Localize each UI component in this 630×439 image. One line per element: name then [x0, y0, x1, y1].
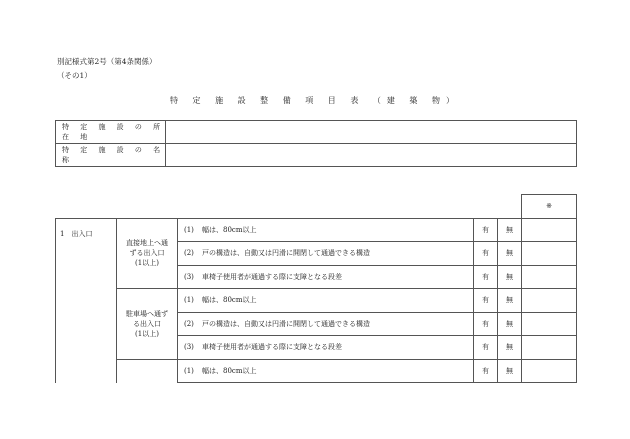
note-mark: ※	[522, 195, 577, 219]
item-text: 戸の構造は、自動又は円滑に開閉して通過できる構造	[202, 249, 370, 258]
no-option[interactable]: 無	[498, 312, 522, 336]
requirement-item	[178, 218, 474, 242]
yes-option[interactable]: 有	[474, 265, 498, 289]
entrance-type-line: (1以上)	[135, 259, 159, 268]
item-number: (1)	[184, 225, 194, 234]
note-cell[interactable]	[522, 265, 577, 289]
item-number: (2)	[184, 319, 194, 328]
no-option[interactable]: 無	[498, 359, 522, 383]
item-number: (2)	[184, 249, 194, 258]
location-label: 特 定 施 設 の 所 在 地	[56, 121, 166, 144]
checklist-row	[56, 218, 577, 242]
entrance-type-line: (1以上)	[135, 329, 159, 338]
header-spacer	[56, 195, 522, 219]
entrance-type-label	[117, 289, 178, 360]
location-row	[56, 121, 577, 144]
document-title: 特 定 施 設 整 備 項 目 表 （建 築 物）	[170, 96, 460, 105]
page-label: （その1）	[57, 71, 92, 80]
note-cell[interactable]	[522, 218, 577, 242]
item-text: 幅は、80cm以上	[202, 296, 257, 305]
note-cell[interactable]	[522, 312, 577, 336]
no-option[interactable]: 無	[498, 218, 522, 242]
requirement-item	[178, 265, 474, 289]
no-option[interactable]: 無	[498, 289, 522, 313]
entrance-type-line: 駐車場へ通ず	[126, 309, 168, 318]
name-row	[56, 144, 577, 167]
requirement-item	[178, 336, 474, 360]
yes-option[interactable]: 有	[474, 242, 498, 266]
checklist-row	[56, 359, 577, 383]
item-number: (3)	[184, 272, 194, 281]
item-text: 幅は、80cm以上	[202, 366, 257, 375]
note-cell[interactable]	[522, 359, 577, 383]
note-header-row	[56, 195, 577, 219]
facility-info-table	[55, 120, 577, 167]
checklist-row	[56, 289, 577, 313]
form-number: 別記様式第2号（第4条関係）	[57, 57, 157, 66]
yes-option[interactable]: 有	[474, 359, 498, 383]
requirement-item	[178, 289, 474, 313]
note-cell[interactable]	[522, 289, 577, 313]
item-text: 戸の構造は、自動又は円滑に開閉して通過できる構造	[202, 319, 370, 328]
yes-option[interactable]: 有	[474, 312, 498, 336]
requirement-item	[178, 312, 474, 336]
item-text: 幅は、80cm以上	[202, 225, 257, 234]
entrance-type-label	[117, 359, 178, 383]
requirement-item	[178, 242, 474, 266]
entrance-type-label	[117, 218, 178, 289]
requirement-item	[178, 359, 474, 383]
item-number: (1)	[184, 296, 194, 305]
location-field[interactable]	[166, 121, 577, 144]
note-cell[interactable]	[522, 336, 577, 360]
item-text: 車椅子使用者が通過する際に支障となる段差	[202, 272, 342, 281]
item-text: 車椅子使用者が通過する際に支障となる段差	[202, 343, 342, 352]
checklist-table	[55, 194, 577, 383]
entrance-type-line: る出入口	[133, 319, 161, 328]
entrance-type-line: 直接地上へ通	[126, 239, 168, 248]
no-option[interactable]: 無	[498, 265, 522, 289]
name-label: 特 定 施 設 の 名 称	[56, 144, 166, 167]
no-option[interactable]: 無	[498, 242, 522, 266]
yes-option[interactable]: 有	[474, 336, 498, 360]
name-field[interactable]	[166, 144, 577, 167]
no-option[interactable]: 無	[498, 336, 522, 360]
note-cell[interactable]	[522, 242, 577, 266]
yes-option[interactable]: 有	[474, 218, 498, 242]
entrance-type-line: ずる出入口	[129, 249, 165, 258]
item-number: (3)	[184, 343, 194, 352]
item-number: (1)	[184, 366, 194, 375]
category-label: 1 出入口	[56, 218, 117, 383]
yes-option[interactable]: 有	[474, 289, 498, 313]
